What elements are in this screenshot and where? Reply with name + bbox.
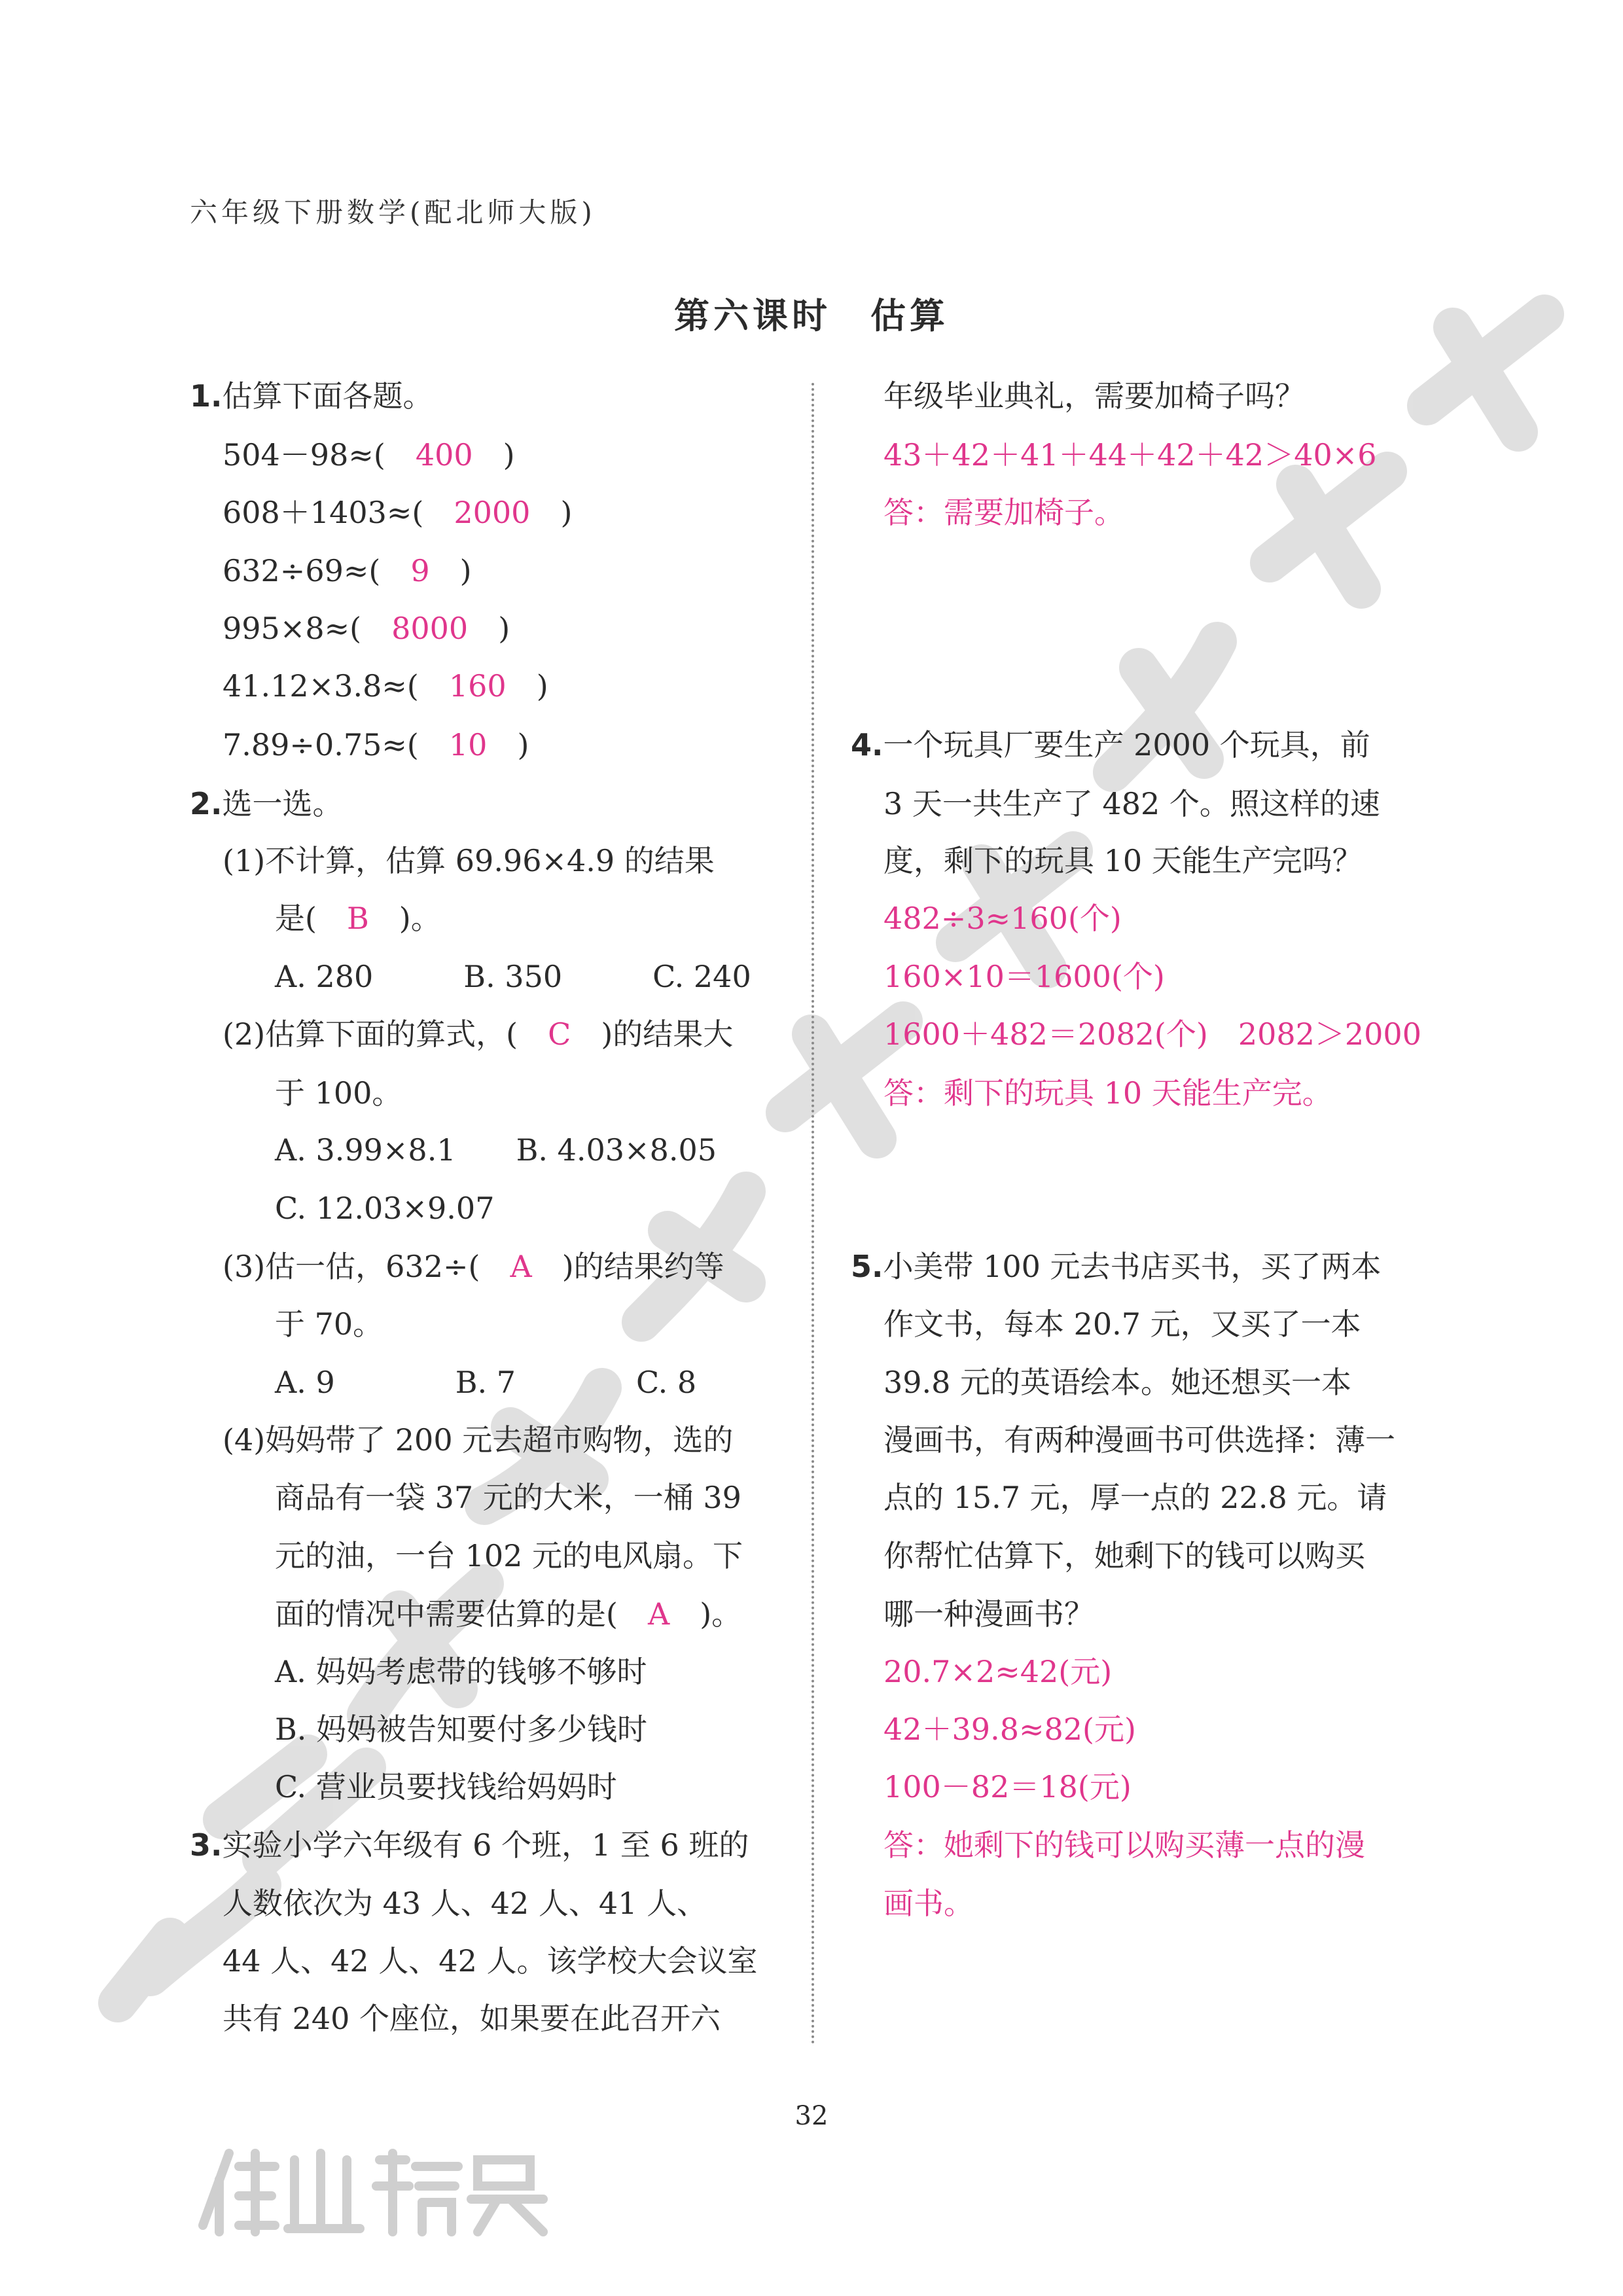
bracket-close: )。 (399, 901, 441, 936)
running-header: 六年级下册数学(配北师大版) (190, 196, 596, 228)
left-line (190, 376, 433, 416)
left-line (223, 1014, 733, 1054)
right-line (883, 1420, 1395, 1460)
right-line (883, 1710, 1136, 1749)
question-number: 4. (851, 727, 883, 762)
right-line (883, 1363, 1351, 1402)
answer-value: A (617, 1596, 700, 1632)
question-text: 39.8 元的英语绘本。她还想买一本 (883, 1365, 1352, 1400)
left-line (223, 725, 529, 764)
question-text: 995×8≈( (223, 611, 362, 646)
left-line (223, 609, 510, 648)
bracket-close: )。 (700, 1596, 742, 1632)
question-text: 7.89÷0.75≈( (223, 727, 419, 762)
left-line (223, 1884, 707, 1923)
question-text: 年级毕业典礼，需要加椅子吗？ (883, 378, 1305, 414)
question-text: A. 3.99×8.1 B. 4.03×8.05 (275, 1132, 717, 1168)
right-line (883, 1594, 1094, 1634)
answer-value: A (480, 1249, 562, 1284)
right-line (883, 1073, 1332, 1113)
left-line (223, 1999, 721, 2038)
question-text: 漫画书，有两种漫画书可供选择：薄一 (883, 1422, 1395, 1458)
question-text: (2)估算下面的算式，( (223, 1016, 518, 1052)
question-text: A. 280 B. 350 C. 240 (275, 959, 751, 994)
left-line (223, 551, 472, 590)
right-line (883, 1014, 1421, 1054)
right-line (851, 725, 1370, 764)
question-text: 44 人、42 人、42 人。该学校大会议室 (223, 1943, 758, 1979)
question-text: 选一选。 (222, 786, 343, 821)
answer-line: 482÷3≈160(个) (883, 901, 1122, 936)
bracket-close: )的结果约等 (562, 1249, 724, 1284)
answer-line: 20.7×2≈42(元) (883, 1654, 1113, 1689)
question-text: 你帮忙估算下，她剩下的钱可以购买 (883, 1538, 1365, 1573)
question-text: 度，剩下的玩具 10 天能生产完吗？ (883, 843, 1363, 878)
right-line (883, 899, 1122, 938)
question-text: 是( (275, 901, 317, 936)
answer-line: 1600＋482＝2082(个) 2082＞2000 (883, 1016, 1421, 1052)
question-text: 实验小学六年级有 6 个班，1 至 6 班的 (222, 1827, 749, 1863)
question-text: 作文书，每本 20.7 元，又买了一本 (883, 1306, 1361, 1342)
left-line (275, 1304, 383, 1344)
right-line (883, 1652, 1112, 1691)
answer-value: 2000 (423, 495, 561, 530)
left-line (275, 899, 441, 938)
right-line (883, 435, 1377, 475)
question-text: 人数依次为 43 人、42 人、41 人、 (223, 1886, 707, 1921)
right-line (883, 1304, 1361, 1344)
left-line (275, 1363, 696, 1402)
left-line (223, 1941, 757, 1981)
question-text: 估算下面各题。 (222, 378, 433, 414)
left-line (190, 1825, 749, 1865)
question-text: A. 9 B. 7 C. 8 (275, 1365, 697, 1400)
question-text: 小美带 100 元去书店买书，买了两本 (883, 1249, 1382, 1284)
answer-value: C (518, 1016, 601, 1052)
question-text: 于 70。 (275, 1306, 383, 1342)
question-text: (4)妈妈带了 200 元去超市购物，选的 (223, 1422, 734, 1458)
right-line (883, 841, 1363, 880)
bracket-close: ) (459, 553, 472, 588)
left-line (223, 666, 548, 706)
answer-value: 8000 (361, 611, 499, 646)
question-text: (1)不计算，估算 69.96×4.9 的结果 (223, 843, 715, 878)
bracket-close: ) (560, 495, 573, 530)
right-line (883, 1825, 1365, 1865)
question-text: (3)估一估，632÷( (223, 1249, 480, 1284)
question-text: 3 天一共生产了 482 个。照这样的速 (883, 786, 1380, 821)
question-text: 元的油，一台 102 元的电风扇。下 (275, 1538, 743, 1573)
left-line (275, 1536, 743, 1575)
answer-value: 400 (385, 437, 503, 473)
question-text: 点的 15.7 元，厚一点的 22.8 元。请 (883, 1480, 1387, 1515)
left-line (190, 784, 342, 823)
right-line (883, 376, 1305, 416)
left-line (223, 1420, 733, 1460)
left-line (275, 957, 751, 996)
question-text: 商品有一袋 37 元的大米，一桶 39 (275, 1480, 741, 1515)
answer-value: B (316, 901, 399, 936)
right-line (883, 957, 1165, 996)
bracket-close: ) (503, 437, 515, 473)
question-text: 一个玩具厂要生产 2000 个玩具，前 (883, 727, 1370, 762)
left-line (275, 1130, 717, 1170)
answer-line: 43＋42＋41＋44＋42＋42＞40×6 (883, 437, 1377, 473)
left-line (223, 841, 715, 880)
right-line (883, 1767, 1132, 1806)
question-text: C. 营业员要找钱给妈妈时 (275, 1769, 617, 1804)
question-number: 3. (190, 1827, 223, 1863)
left-line (223, 435, 515, 475)
left-line (275, 1767, 617, 1806)
right-line (883, 493, 1124, 532)
question-text: 共有 240 个座位，如果要在此召开六 (223, 2001, 721, 2036)
bracket-close: ) (498, 611, 510, 646)
right-line (883, 1884, 974, 1923)
bracket-close: ) (536, 668, 548, 704)
answer-line: 100－82＝18(元) (883, 1769, 1132, 1804)
left-line (275, 1594, 741, 1634)
left-line (275, 1652, 647, 1691)
right-line (851, 1247, 1382, 1286)
question-text: 632÷69≈( (223, 553, 381, 588)
column-divider (812, 383, 814, 2045)
question-number: 5. (851, 1249, 883, 1284)
answer-line: 答：她剩下的钱可以购买薄一点的漫 (883, 1827, 1365, 1863)
left-line (275, 1073, 402, 1113)
bracket-close: )的结果大 (601, 1016, 734, 1052)
left-line (275, 1478, 741, 1517)
right-line (883, 1536, 1365, 1575)
question-text: 504－98≈( (223, 437, 385, 473)
answer-line: 答：需要加椅子。 (883, 495, 1124, 530)
question-text: 608＋1403≈( (223, 495, 424, 530)
question-text: B. 妈妈被告知要付多少钱时 (275, 1712, 648, 1747)
question-text: 41.12×3.8≈( (223, 668, 419, 704)
question-text: 于 100。 (275, 1075, 402, 1111)
left-line (275, 1710, 647, 1749)
lesson-title: 第六课时 估算 (674, 295, 949, 336)
question-number: 1. (190, 378, 223, 414)
right-line (883, 784, 1380, 823)
left-line (223, 493, 572, 532)
page-number: 32 (794, 2101, 829, 2131)
question-text: 面的情况中需要估算的是( (275, 1596, 618, 1632)
question-number: 2. (190, 786, 223, 821)
answer-value: 160 (418, 668, 537, 704)
answer-line: 答：剩下的玩具 10 天能生产完。 (883, 1075, 1332, 1111)
right-line (883, 1478, 1387, 1517)
bracket-close: ) (517, 727, 529, 762)
question-text: C. 12.03×9.07 (275, 1191, 495, 1226)
answer-line: 160×10＝1600(个) (883, 959, 1165, 994)
left-line (223, 1247, 724, 1286)
answer-line: 42＋39.8≈82(元) (883, 1712, 1136, 1747)
question-text: A. 妈妈考虑带的钱够不够时 (275, 1654, 647, 1689)
left-line (275, 1189, 494, 1228)
answer-value: 9 (380, 553, 460, 588)
answer-line: 画书。 (883, 1886, 974, 1921)
question-text: 哪一种漫画书？ (883, 1596, 1094, 1632)
answer-value: 10 (418, 727, 518, 762)
logo-watermark (190, 2140, 556, 2238)
